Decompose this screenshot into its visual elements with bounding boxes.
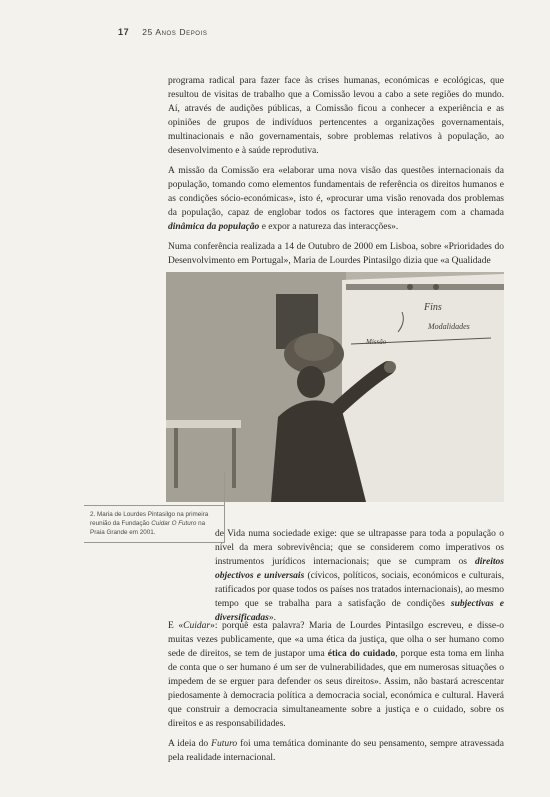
running-header [118, 27, 207, 37]
running-title: 25 Anos Depois [142, 27, 208, 37]
emphasis-direitos: direitos objectivos e universais [215, 557, 504, 581]
emphasis-dinamica: dinâmica da população [168, 222, 260, 232]
paragraph-1: programa radical para fazer face às crises humanas, económicas e ecológicas, que resultou de visitas de trabalho que a Comissão levou a cabo a sete regiões do mundo. Aí, através de audições públicas, a Comissão ficou a conhecer a experiência e as opiniões de grupos de indivíduos pertencentes a organizações governamentais, multinacionais e não governamentais, sobre problemas relativos à população, ao desenvolvimento e à saúde reprodutiva. [168, 76, 504, 156]
paragraph-6: A ideia do Futuro foi uma temática dominante do seu pensamento, sempre atravessada pela realidade internacional. [168, 739, 504, 763]
paragraph-2: A missão da Comissão era «elaborar uma nova visão das questões internacionais da população, tomando como elementos fundamentais de referência os direitos humanos e as condições sócio-económicas», isto é, «procurar uma visão renovada dos problemas da população, capaz de englobar todos os factores que interagem com a chamada dinâmica da população e expor a natureza das interacções». [168, 166, 504, 232]
emphasis-subjectivas: subjectivas e diversificadas [215, 599, 504, 623]
body-text-top [168, 74, 504, 274]
photo-caption: 2. Maria de Lourdes Pintasilgo na primeira reunião da Fundação Cuidar O Futuro na Praia Grande em 2001. [84, 505, 225, 543]
flipchart-text-missao: Missão [366, 338, 387, 346]
emphasis-etica-cuidado: ética do cuidado [327, 649, 396, 659]
photo-flipchart [166, 272, 504, 502]
paragraph-5: E «Cuidar»: porquê esta palavra? Maria de Lourdes Pintasilgo escreveu, e disse-o muitas vezes publicamente, que «a uma ética da justiça, que olha o ser humano como sede de direitos, se tem de justapor uma ética do cuidado, porque esta toma em linha de conta que o ser humano é um ser de vulnerabilidades, que em numerosas situações o impedem de se erguer para defender os seus direitos». Assim, não bastará acrescentar piedosamente à democracia política a democracia social, económica e cultural. Haverá que construir a democracia simultaneamente sobre a justiça e o cuidado, sobre os direitos e as responsabilidades. [168, 621, 504, 729]
paragraph-3: Numa conferência realizada a 14 de Outubro de 2000 em Lisboa, sobre «Prioridades do Desenvolvimento em Portugal», Maria de Lourdes Pintasilgo dizia que «a Qualidade [168, 242, 504, 266]
flipchart-text-modalidades: Modalidades [428, 322, 470, 331]
paragraph-4: de Vida numa sociedade exige: que se ultrapasse para toda a população o nível da mera sobrevivência; que se considerem como imperativos os instrumentos jurídicos internacionais; que se cumpram os direitos objectivos e universais (cívicos, políticos, sociais, económicos e culturais, ratificados por quase todos os países nos tratados internacionais), ao mesmo tempo que se trabalha para a satisfação de condições subjectivas e diversificadas». [215, 529, 504, 623]
flipchart-text-fins: Fins [424, 302, 442, 313]
body-text-bottom [168, 619, 504, 771]
photo-illustration [166, 272, 504, 502]
page-number: 17 [118, 27, 130, 37]
body-text-middle [215, 527, 504, 631]
caption-connector [224, 472, 225, 506]
